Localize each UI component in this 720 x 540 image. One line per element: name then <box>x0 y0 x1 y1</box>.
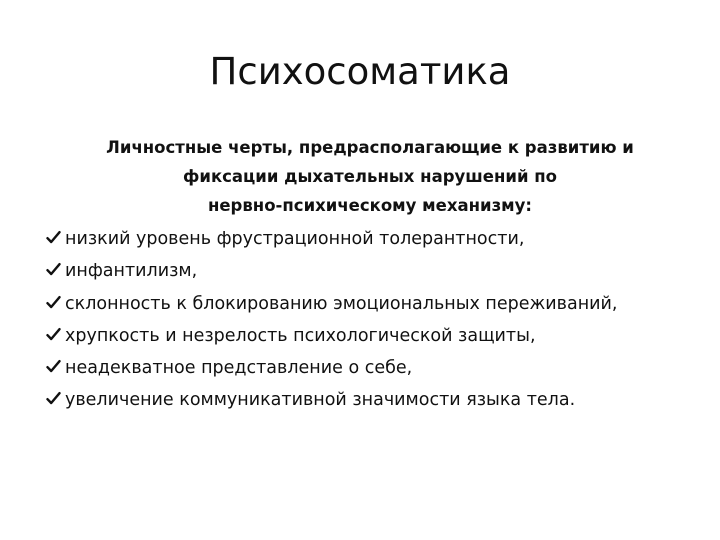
bullet-text: увеличение коммуникативной значимости языка тела. <box>65 390 576 411</box>
checkmark-icon <box>46 258 62 277</box>
bullet-item <box>46 291 710 323</box>
heading-line: нервно-психическому механизму: <box>207 196 533 215</box>
section-heading <box>60 133 680 220</box>
checkmark-icon <box>46 355 62 374</box>
bullet-text: склонность к блокированию эмоциональных переживаний, <box>65 293 618 314</box>
bullet-list <box>46 226 710 420</box>
bullet-item <box>46 258 710 290</box>
bullet-text: инфантилизм, <box>65 261 198 282</box>
bullet-item <box>46 323 710 355</box>
bullet-item <box>46 226 710 258</box>
heading-line: фиксации дыхательных нарушений по <box>183 167 557 186</box>
checkmark-icon <box>46 387 62 406</box>
slide-title: Психосоматика <box>209 50 511 93</box>
bullet-item <box>46 387 710 419</box>
checkmark-icon <box>46 226 62 245</box>
bullet-text: низкий уровень фрустрационной толерантности, <box>65 229 525 249</box>
heading-line: Личностные черты, предрасполагающие к развитию и <box>106 138 634 157</box>
checkmark-icon <box>46 291 62 310</box>
checkmark-icon <box>46 323 62 342</box>
bullet-text: неадекватное представление о себе, <box>65 358 413 379</box>
bullet-text: хрупкость и незрелость психологической защиты, <box>65 325 536 346</box>
bullet-item <box>46 355 710 387</box>
